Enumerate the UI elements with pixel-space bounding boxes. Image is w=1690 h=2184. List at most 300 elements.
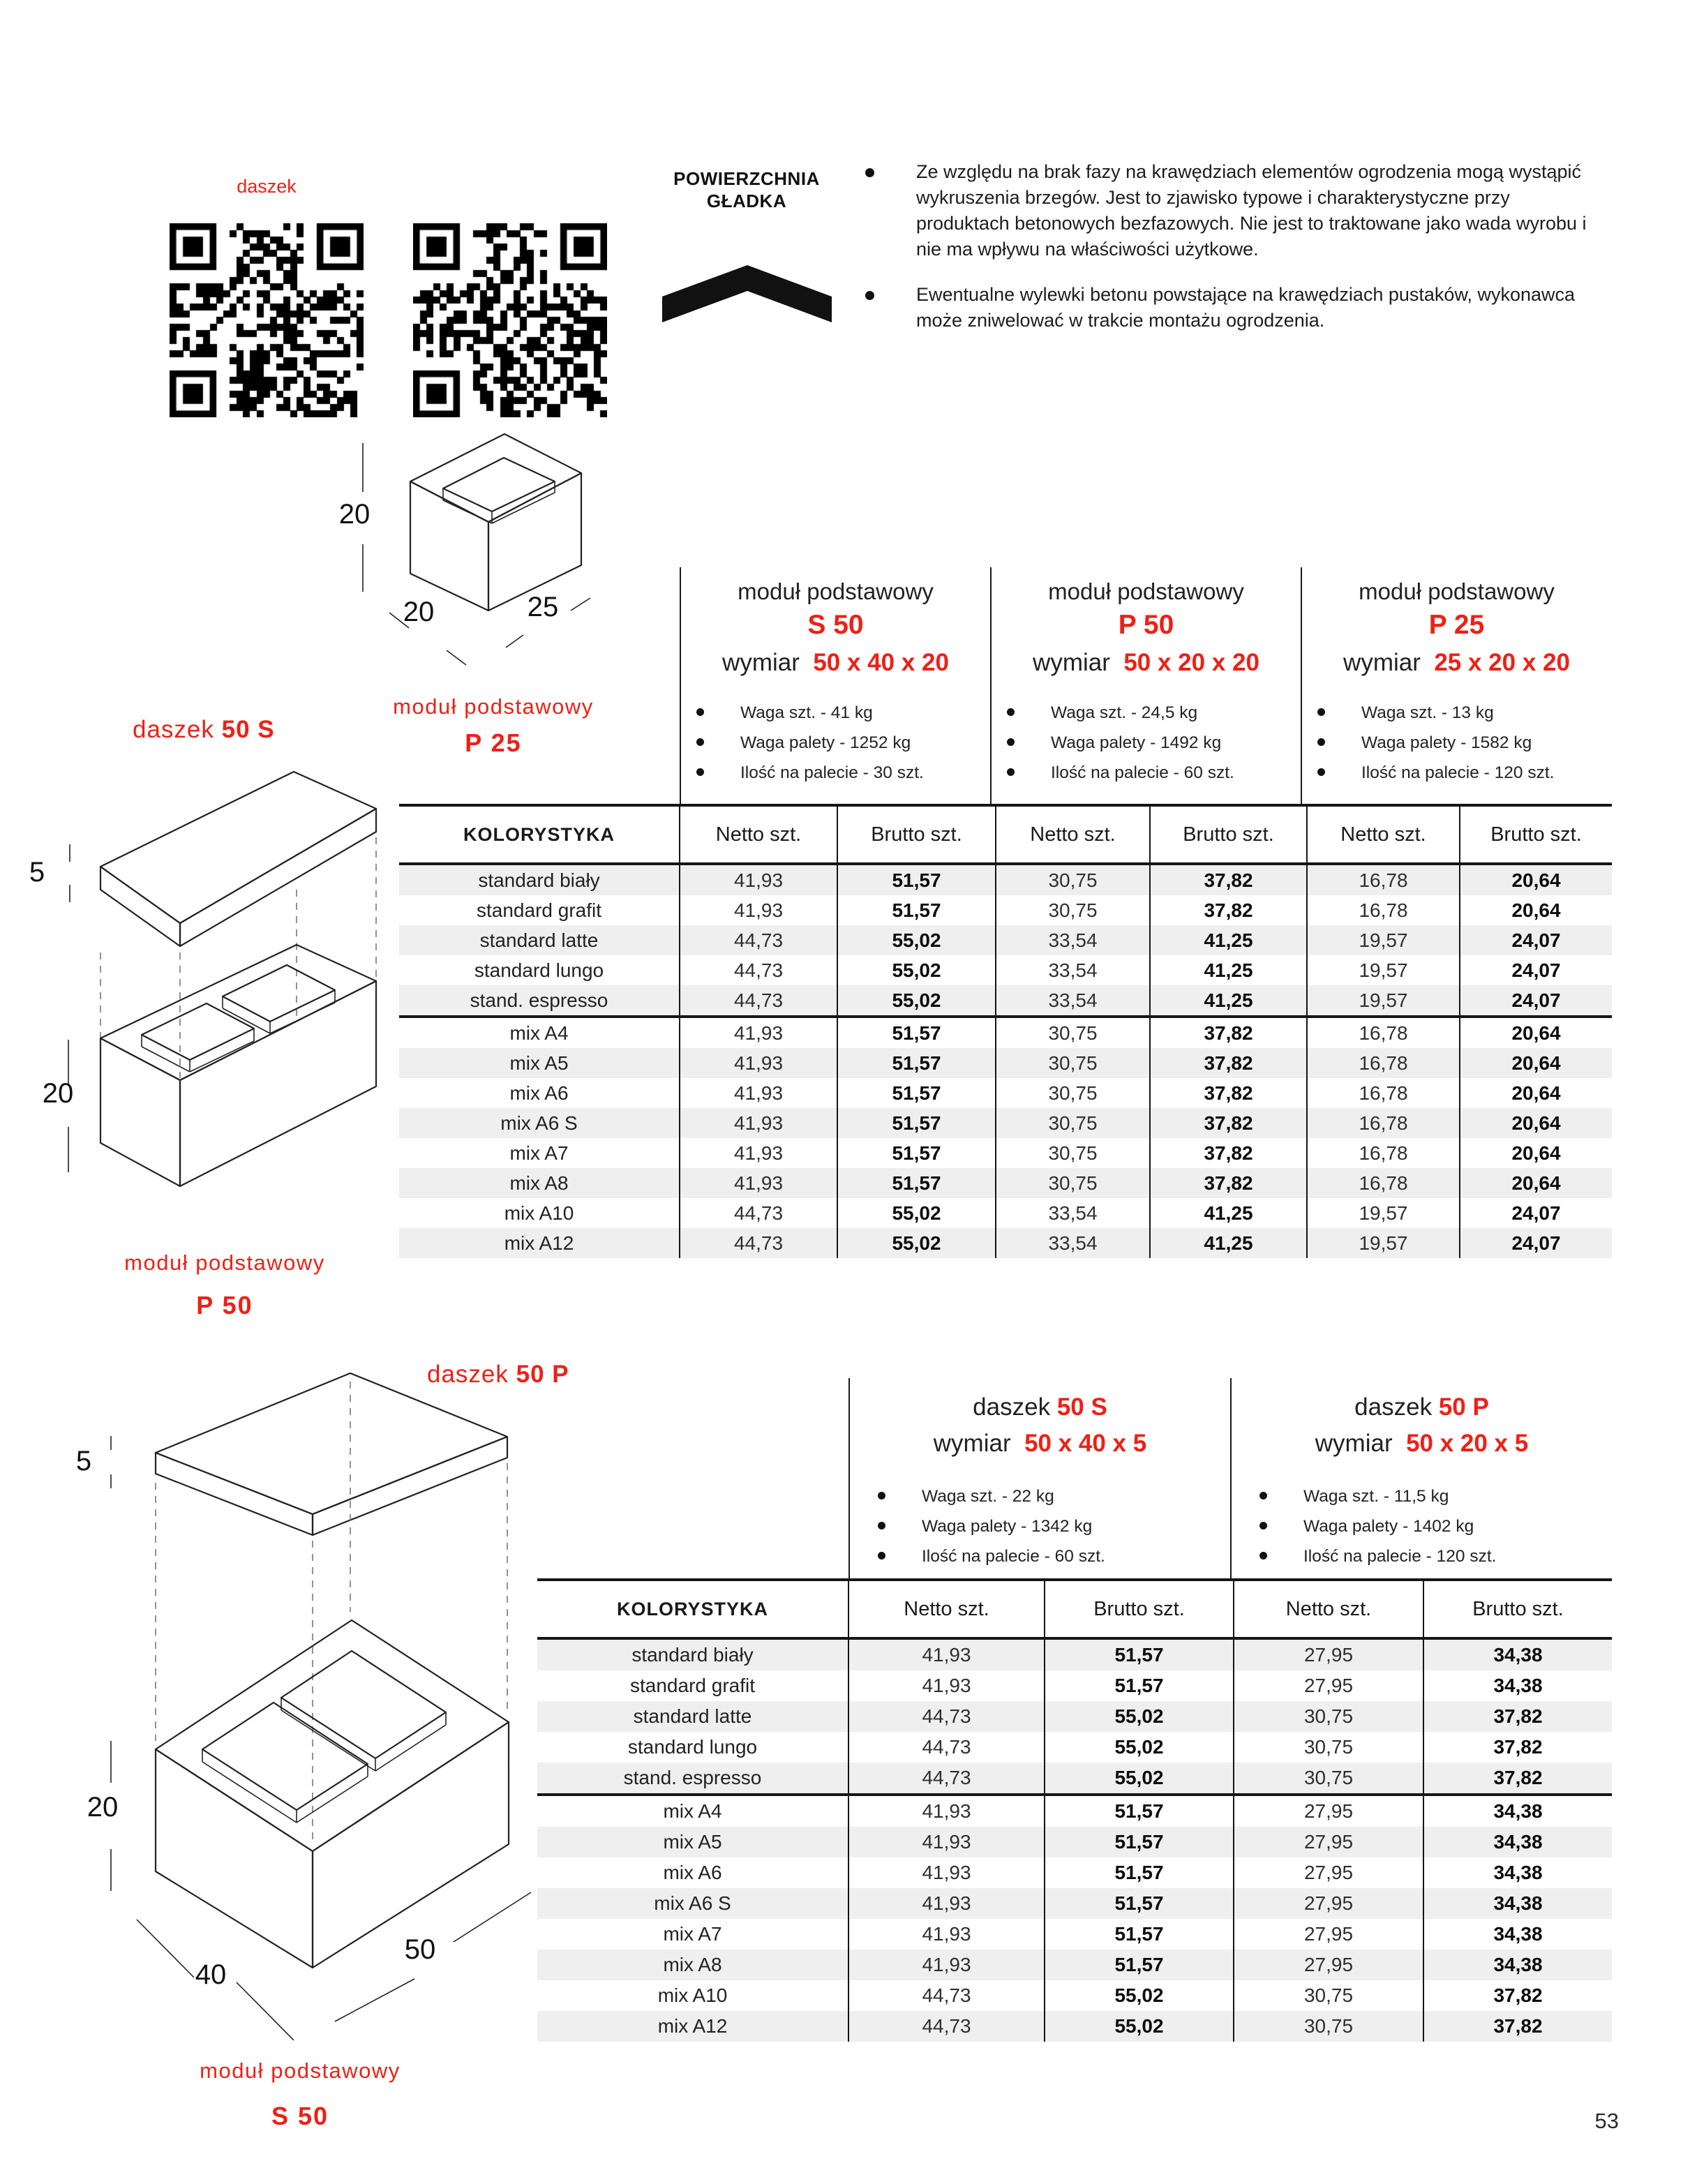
netto-value: 27,95 xyxy=(1234,1795,1423,1827)
brutto-value: 51,57 xyxy=(1045,1827,1234,1857)
netto-value: 16,78 xyxy=(1307,864,1460,895)
brutto-value: 34,38 xyxy=(1423,1795,1612,1827)
netto-value: 30,75 xyxy=(1234,1732,1423,1763)
p25-caption: moduł podstawowy xyxy=(393,694,594,719)
brutto-value: 37,82 xyxy=(1150,864,1307,895)
wymiar-label: wymiar xyxy=(1033,649,1110,676)
col-header-netto: Netto szt. xyxy=(1307,805,1460,864)
table-row xyxy=(399,1138,1612,1168)
standard-rows xyxy=(399,864,1612,1017)
product-column-daszek-50s xyxy=(848,1378,1230,1578)
spec-text: Ilość na palecie - 60 szt. xyxy=(922,1547,1105,1566)
brutto-value: 24,07 xyxy=(1460,925,1612,955)
brutto-value: 24,07 xyxy=(1460,1198,1612,1228)
pricing-table-1 xyxy=(399,804,1612,1258)
daszek-50s-thickness-dim: 5 xyxy=(29,857,45,888)
brutto-value: 51,57 xyxy=(1045,1888,1234,1919)
table-row xyxy=(399,1048,1612,1078)
netto-value: 41,93 xyxy=(680,1138,837,1168)
brutto-value: 37,82 xyxy=(1150,1048,1307,1078)
netto-value: 33,54 xyxy=(996,985,1150,1017)
brutto-value: 20,64 xyxy=(1460,895,1612,925)
p50-code: P 50 xyxy=(196,1291,253,1319)
surface-label-line2: GŁADKA xyxy=(706,190,787,211)
table-row xyxy=(399,864,1612,895)
table-header xyxy=(399,805,1612,864)
wymiar-label: wymiar xyxy=(1315,1430,1393,1457)
brutto-value: 51,57 xyxy=(837,895,996,925)
table-row xyxy=(399,985,1612,1017)
color-name: mix A8 xyxy=(509,1172,569,1194)
qr-code-1 xyxy=(170,223,364,417)
table-row xyxy=(537,1919,1612,1950)
netto-value: 41,93 xyxy=(848,1857,1045,1888)
brutto-value: 20,64 xyxy=(1460,1078,1612,1108)
netto-value: 44,73 xyxy=(848,1701,1045,1732)
product-dimensions xyxy=(681,649,990,677)
netto-value: 30,75 xyxy=(996,1078,1150,1108)
note-text: Ze względu na brak fazy na krawędziach elementów ogrodzenia mogą wystąpić wykruszenia brzegów. Jest to zjawisko typowe i charakterystyczne przy produktach betonowych bezfazowych. Nie jest to traktowane jako wada wyrobu i nie ma wpływu na właściwości użytkowe. xyxy=(916,161,1587,260)
product-dimensions xyxy=(1302,649,1611,677)
bullet-icon xyxy=(865,168,874,177)
netto-value: 41,93 xyxy=(680,1078,837,1108)
product-name: moduł podstawowy xyxy=(738,578,934,604)
netto-value: 27,95 xyxy=(1234,1950,1423,1980)
product-column-daszek-50p xyxy=(1230,1378,1612,1578)
netto-value: 30,75 xyxy=(996,1168,1150,1198)
bullet-icon xyxy=(1007,708,1015,716)
netto-value: 44,73 xyxy=(680,955,837,985)
col-header-brutto: Brutto szt. xyxy=(1460,805,1612,864)
brutto-value: 41,25 xyxy=(1150,1228,1307,1258)
spec-line xyxy=(696,728,990,758)
brutto-value: 24,07 xyxy=(1460,985,1612,1017)
color-name: mix A7 xyxy=(663,1923,722,1945)
spec-line xyxy=(1259,1481,1612,1511)
table-row xyxy=(399,895,1612,925)
product-column-s50 xyxy=(680,567,990,804)
notes-list xyxy=(865,159,1602,353)
smooth-surface-label xyxy=(642,167,851,212)
netto-value: 27,95 xyxy=(1234,1857,1423,1888)
table-row xyxy=(537,1795,1612,1827)
brutto-value: 24,07 xyxy=(1460,1228,1612,1258)
brutto-value: 55,02 xyxy=(1045,2011,1234,2042)
brutto-value: 55,02 xyxy=(1045,1701,1234,1732)
bullet-icon xyxy=(1317,708,1325,716)
product-specs xyxy=(1232,1481,1612,1571)
brutto-value: 20,64 xyxy=(1460,1048,1612,1078)
color-name: mix A6 S xyxy=(500,1112,578,1134)
product-specs xyxy=(1302,698,1611,788)
color-name: standard lungo xyxy=(474,959,604,981)
col-header-brutto: Brutto szt. xyxy=(1423,1580,1612,1638)
brutto-value: 34,38 xyxy=(1423,1670,1612,1701)
bullet-icon xyxy=(878,1522,885,1529)
color-name: mix A6 xyxy=(663,1862,722,1883)
color-name: standard biały xyxy=(478,869,600,891)
brutto-value: 37,82 xyxy=(1423,1732,1612,1763)
brutto-value: 20,64 xyxy=(1460,1108,1612,1138)
brutto-value: 55,02 xyxy=(1045,1980,1234,2011)
p25-height-dim: 20 xyxy=(338,499,371,530)
netto-value: 27,95 xyxy=(1234,1638,1423,1670)
product-code: P 25 xyxy=(1428,610,1485,640)
brutto-value: 51,57 xyxy=(837,1048,996,1078)
wymiar-label: wymiar xyxy=(933,1430,1011,1457)
bullet-icon xyxy=(1007,768,1015,776)
spec-text: Waga palety - 1342 kg xyxy=(922,1517,1093,1536)
brutto-value: 34,38 xyxy=(1423,1857,1612,1888)
brutto-value: 24,07 xyxy=(1460,955,1612,985)
p50-height-dim: 20 xyxy=(42,1078,74,1109)
spec-text: Ilość na palecie - 30 szt. xyxy=(740,763,924,782)
netto-value: 27,95 xyxy=(1234,1827,1423,1857)
brutto-value: 37,82 xyxy=(1150,1168,1307,1198)
netto-value: 16,78 xyxy=(1307,1138,1460,1168)
table2-product-headers xyxy=(848,1378,1612,1578)
brutto-value: 37,82 xyxy=(1150,1017,1307,1048)
bullet-icon xyxy=(1007,738,1015,746)
spec-line xyxy=(878,1481,1230,1511)
product-column-p25 xyxy=(1301,567,1611,804)
brutto-value: 37,82 xyxy=(1150,1138,1307,1168)
netto-value: 41,93 xyxy=(680,1108,837,1138)
color-name: standard lungo xyxy=(627,1736,758,1758)
product-specs xyxy=(850,1481,1230,1571)
netto-value: 33,54 xyxy=(996,1228,1150,1258)
netto-value: 16,78 xyxy=(1307,1168,1460,1198)
p25-depth-dim: 20 xyxy=(403,597,435,627)
product-name: moduł podstawowy xyxy=(1048,578,1244,604)
color-name: mix A5 xyxy=(509,1052,569,1074)
netto-value: 44,73 xyxy=(848,1980,1045,2011)
netto-value: 44,73 xyxy=(680,1198,837,1228)
spec-line xyxy=(1007,758,1301,788)
spec-line xyxy=(1317,698,1611,728)
color-name: mix A4 xyxy=(537,1795,848,1827)
netto-value: 41,93 xyxy=(680,1048,837,1078)
list-item xyxy=(865,159,1602,262)
spec-text: Waga palety - 1492 kg xyxy=(1051,733,1222,752)
color-name: mix A10 xyxy=(657,1984,728,2006)
col-header-netto: Netto szt. xyxy=(680,805,837,864)
dims-value: 50 x 40 x 5 xyxy=(1024,1430,1147,1457)
spec-line xyxy=(1317,758,1611,788)
brutto-value: 51,57 xyxy=(837,864,996,895)
brutto-value: 20,64 xyxy=(1460,1168,1612,1198)
diagram-title-code: 50 P xyxy=(516,1361,569,1388)
col-header-brutto: Brutto szt. xyxy=(837,805,996,864)
spec-text: Waga palety - 1402 kg xyxy=(1303,1517,1474,1536)
dims-value: 50 x 40 x 20 xyxy=(813,649,949,676)
brutto-value: 51,57 xyxy=(1045,1795,1234,1827)
netto-value: 30,75 xyxy=(1234,1980,1423,2011)
wymiar-label: wymiar xyxy=(1343,649,1421,676)
brutto-value: 34,38 xyxy=(1423,1888,1612,1919)
color-name: mix A10 xyxy=(504,1202,574,1224)
brutto-value: 37,82 xyxy=(1150,1078,1307,1108)
brutto-value: 41,25 xyxy=(1150,1198,1307,1228)
s50-code: S 50 xyxy=(271,2102,329,2130)
netto-value: 41,93 xyxy=(848,1670,1045,1701)
brutto-value: 51,57 xyxy=(837,1108,996,1138)
color-name: mix A6 xyxy=(509,1082,569,1104)
diagram-title-code: 50 S xyxy=(221,716,275,743)
netto-value: 30,75 xyxy=(996,1108,1150,1138)
standard-rows xyxy=(537,1638,1612,1795)
product-dimensions xyxy=(850,1430,1230,1458)
netto-value: 27,95 xyxy=(1234,1888,1423,1919)
pricing-table-2 xyxy=(537,1578,1612,2042)
brutto-value: 37,82 xyxy=(1150,895,1307,925)
spec-text: Ilość na palecie - 60 szt. xyxy=(1051,763,1234,782)
product-title xyxy=(850,1393,1230,1421)
color-name: standard grafit xyxy=(630,1675,755,1696)
surface-label-line1: POWIERZCHNIA xyxy=(673,168,820,189)
netto-value: 41,93 xyxy=(848,1888,1045,1919)
netto-value: 30,75 xyxy=(1234,1763,1423,1795)
table-row xyxy=(399,1228,1612,1258)
brutto-value: 41,25 xyxy=(1150,985,1307,1017)
netto-value: 41,93 xyxy=(848,1950,1045,1980)
netto-value: 41,93 xyxy=(680,1017,837,1048)
color-name: standard latte xyxy=(633,1705,752,1727)
col-header-kolorystyka: KOLORYSTYKA xyxy=(537,1580,848,1638)
brutto-value: 37,82 xyxy=(1423,1980,1612,2011)
col-header-netto: Netto szt. xyxy=(848,1580,1045,1638)
product-dimensions xyxy=(1232,1430,1612,1458)
table-row xyxy=(537,1827,1612,1857)
s50-depth-dim: 40 xyxy=(195,1959,227,1990)
brutto-value: 55,02 xyxy=(1045,1763,1234,1795)
netto-value: 16,78 xyxy=(1307,1108,1460,1138)
netto-value: 41,93 xyxy=(848,1919,1045,1950)
table-row xyxy=(537,1888,1612,1919)
spec-line xyxy=(1007,728,1301,758)
bullet-icon xyxy=(1317,738,1325,746)
spec-line xyxy=(1259,1541,1612,1571)
brutto-value: 51,57 xyxy=(837,1168,996,1198)
netto-value: 44,73 xyxy=(848,1732,1045,1763)
spec-line xyxy=(696,758,990,788)
brutto-value: 34,38 xyxy=(1423,1919,1612,1950)
spec-line xyxy=(1007,698,1301,728)
spec-text: Waga palety - 1252 kg xyxy=(740,733,911,752)
brutto-value: 55,02 xyxy=(837,925,996,955)
product-code: 50 P xyxy=(1438,1393,1489,1421)
netto-value: 16,78 xyxy=(1307,895,1460,925)
brutto-value: 34,38 xyxy=(1423,1638,1612,1670)
netto-value: 41,93 xyxy=(848,1827,1045,1857)
bullet-icon xyxy=(1259,1552,1267,1560)
brutto-value: 51,57 xyxy=(1045,1670,1234,1701)
table-row xyxy=(537,1857,1612,1888)
table-header xyxy=(537,1580,1612,1638)
brutto-value: 20,64 xyxy=(1460,864,1612,895)
color-name: stand. espresso xyxy=(470,989,608,1011)
brutto-value: 55,02 xyxy=(837,1228,996,1258)
col-header-brutto: Brutto szt. xyxy=(1150,805,1307,864)
daszek-section-label: daszek xyxy=(237,176,297,197)
table-row xyxy=(537,1638,1612,1670)
color-name: mix A6 S xyxy=(654,1892,731,1914)
product-title xyxy=(1232,1393,1612,1421)
list-item xyxy=(865,282,1602,334)
product-specs xyxy=(992,698,1301,788)
spec-text: Waga szt. - 13 kg xyxy=(1361,703,1494,722)
col-header-brutto: Brutto szt. xyxy=(1045,1580,1234,1638)
netto-value: 33,54 xyxy=(996,955,1150,985)
netto-value: 41,93 xyxy=(680,864,837,895)
netto-value: 16,78 xyxy=(1307,1048,1460,1078)
product-column-p50 xyxy=(990,567,1301,804)
color-name: standard grafit xyxy=(477,899,601,921)
color-name: standard biały xyxy=(631,1644,754,1666)
product-name: daszek xyxy=(1354,1393,1433,1421)
netto-value: 16,78 xyxy=(1307,1017,1460,1048)
table-row xyxy=(537,1670,1612,1701)
spec-line xyxy=(878,1511,1230,1541)
netto-value: 30,75 xyxy=(996,864,1150,895)
p25-block-diagram xyxy=(300,405,628,698)
color-name: standard latte xyxy=(479,929,599,951)
mix-rows xyxy=(537,1795,1612,2042)
netto-value: 44,73 xyxy=(848,1763,1045,1795)
netto-value: 19,57 xyxy=(1307,1228,1460,1258)
page-number: 53 xyxy=(1594,2109,1619,2133)
netto-value: 41,93 xyxy=(848,1795,1045,1827)
table1-product-headers xyxy=(680,567,1612,804)
product-dimensions xyxy=(992,649,1301,677)
col-header-netto: Netto szt. xyxy=(996,805,1150,864)
brutto-value: 41,25 xyxy=(1150,955,1307,985)
bullet-icon xyxy=(696,738,704,746)
netto-value: 27,95 xyxy=(1234,1670,1423,1701)
table-row xyxy=(537,1980,1612,2011)
brutto-value: 34,38 xyxy=(1423,1950,1612,1980)
diagram-title-word: daszek xyxy=(427,1361,509,1388)
color-name: mix A5 xyxy=(663,1831,722,1853)
s50-width-dim: 50 xyxy=(404,1934,436,1965)
product-code: 50 S xyxy=(1056,1393,1107,1421)
brutto-value: 37,82 xyxy=(1150,1108,1307,1138)
bullet-icon xyxy=(696,708,704,716)
netto-value: 33,54 xyxy=(996,925,1150,955)
table-row xyxy=(399,955,1612,985)
table-row xyxy=(537,1950,1612,1980)
note-text: Ewentualne wylewki betonu powstające na krawędziach pustaków, wykonawca może zniwelować w trakcie montażu ogrodzenia. xyxy=(916,284,1576,331)
brutto-value: 37,82 xyxy=(1423,2011,1612,2042)
table-row xyxy=(399,1078,1612,1108)
netto-value: 27,95 xyxy=(1234,1919,1423,1950)
table-row xyxy=(537,1732,1612,1763)
p25-width-dim: 25 xyxy=(527,592,559,622)
netto-value: 30,75 xyxy=(996,895,1150,925)
bullet-icon xyxy=(878,1552,885,1560)
netto-value: 44,73 xyxy=(680,925,837,955)
table-row xyxy=(399,1108,1612,1138)
p50-caption: moduł podstawowy xyxy=(124,1250,325,1275)
product-name: moduł podstawowy xyxy=(1359,578,1555,604)
netto-value: 33,54 xyxy=(996,1198,1150,1228)
netto-value: 41,93 xyxy=(848,1638,1045,1670)
brutto-value: 51,57 xyxy=(837,1138,996,1168)
brutto-value: 41,25 xyxy=(1150,925,1307,955)
netto-value: 41,93 xyxy=(680,895,837,925)
bullet-icon xyxy=(1317,768,1325,776)
table-row xyxy=(537,2011,1612,2042)
brutto-value: 51,57 xyxy=(837,1017,996,1048)
brutto-value: 34,38 xyxy=(1423,1827,1612,1857)
table-row xyxy=(537,1763,1612,1795)
table-row xyxy=(399,1017,1612,1048)
spec-text: Ilość na palecie - 120 szt. xyxy=(1303,1547,1497,1566)
netto-value: 16,78 xyxy=(1307,1078,1460,1108)
spec-text: Waga palety - 1582 kg xyxy=(1361,733,1532,752)
brutto-value: 37,82 xyxy=(1423,1763,1612,1795)
wymiar-label: wymiar xyxy=(722,649,800,676)
netto-value: 44,73 xyxy=(848,2011,1045,2042)
product-code: P 50 xyxy=(1118,610,1174,640)
brutto-value: 55,02 xyxy=(837,955,996,985)
qr-code-2 xyxy=(413,223,607,417)
col-header-kolorystyka: KOLORYSTYKA xyxy=(399,805,680,864)
diagram-title-word: daszek xyxy=(133,716,214,743)
brutto-value: 51,57 xyxy=(1045,1919,1234,1950)
bullet-icon xyxy=(696,768,704,776)
brutto-value: 55,02 xyxy=(837,1198,996,1228)
netto-value: 30,75 xyxy=(1234,2011,1423,2042)
spec-text: Waga szt. - 22 kg xyxy=(922,1487,1054,1506)
netto-value: 30,75 xyxy=(1234,1701,1423,1732)
brutto-value: 20,64 xyxy=(1460,1017,1612,1048)
netto-value: 30,75 xyxy=(996,1138,1150,1168)
p25-code: P 25 xyxy=(465,728,522,757)
netto-value: 30,75 xyxy=(996,1017,1150,1048)
dims-value: 25 x 20 x 20 xyxy=(1434,649,1570,676)
s50-caption: moduł podstawowy xyxy=(200,2058,401,2083)
spec-text: Waga szt. - 24,5 kg xyxy=(1051,703,1198,722)
color-name: mix A12 xyxy=(504,1232,574,1254)
spec-line xyxy=(878,1541,1230,1571)
color-name: stand. espresso xyxy=(623,1767,762,1788)
product-code: S 50 xyxy=(807,610,864,640)
color-name: mix A4 xyxy=(399,1017,680,1048)
netto-value: 44,73 xyxy=(680,985,837,1017)
bullet-icon xyxy=(1259,1492,1267,1499)
product-name: daszek xyxy=(973,1393,1051,1421)
spec-text: Waga szt. - 11,5 kg xyxy=(1303,1487,1449,1506)
netto-value: 19,57 xyxy=(1307,1198,1460,1228)
netto-value: 19,57 xyxy=(1307,925,1460,955)
netto-value: 19,57 xyxy=(1307,955,1460,985)
spec-line xyxy=(696,698,990,728)
dims-value: 50 x 20 x 5 xyxy=(1406,1430,1529,1457)
brutto-value: 51,57 xyxy=(1045,1638,1234,1670)
table-row xyxy=(399,925,1612,955)
netto-value: 44,73 xyxy=(680,1228,837,1258)
brutto-value: 37,82 xyxy=(1423,1701,1612,1732)
dims-value: 50 x 20 x 20 xyxy=(1123,649,1259,676)
spec-text: Ilość na palecie - 120 szt. xyxy=(1361,763,1555,782)
brutto-value: 55,02 xyxy=(1045,1732,1234,1763)
mix-rows xyxy=(399,1017,1612,1258)
brutto-value: 55,02 xyxy=(837,985,996,1017)
s50-height-dim: 20 xyxy=(87,1792,119,1823)
table-row xyxy=(399,1168,1612,1198)
color-name: mix A7 xyxy=(509,1142,569,1164)
